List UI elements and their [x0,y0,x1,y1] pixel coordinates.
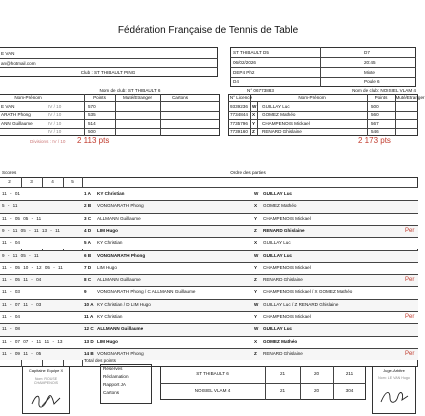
reserve-label: Réclamation [103,374,129,379]
summary-team: ST THIBAULT 6 [196,371,229,376]
game-scores: 11 - 03 [2,289,20,295]
right-player-points: 500 [371,103,379,109]
row-divider [0,128,220,129]
game-row [0,348,418,360]
game-scores: 11 - 04 [2,314,20,319]
left-player-points: 500 [88,129,96,134]
game-right-letter: X [254,338,258,344]
game-code: 12 C [84,326,94,332]
game-right-player: GOMEZ Mathéo [263,203,297,209]
reserve-label: Cartons [103,390,120,395]
scores-label: Scores [2,170,17,175]
row-divider [0,311,418,312]
game-code: 10 A [84,301,94,307]
game-left-player: VONGNARATH Phong [97,350,144,356]
left-header-line1: E VAN [1,51,15,56]
right-player-letter: X [252,112,256,117]
captain-signature [30,392,62,410]
game-code: 13 D [84,338,94,344]
right-player-licence: 7739160 [230,129,248,134]
division-level: D4 [233,79,239,84]
right-team-name: ST THIBAULT D5 [233,50,269,55]
game-right-player: CHAMPENOIS Mickael / X GOMEZ Mathéo [263,289,353,295]
row-divider [0,348,418,349]
game-left-player: KY Christian / D LIM Hugo [97,301,151,307]
right-player-points: 546 [371,129,379,134]
game-right-letter: Y [254,264,258,270]
game-scores: 11 - 07 07 - 11 11 - 13 [2,338,63,344]
game-right-player: CHAMPENOIS Mickael [263,264,311,270]
left-player-rank: IV / 10 [48,120,62,126]
captain-name: Nom: ROUSE CHAMPENOIS [33,377,59,386]
right-player-licence: 7734844 [230,112,248,117]
row-divider [0,274,418,275]
game-left-player: LIM Hugo [97,264,117,270]
row-divider [0,336,418,337]
game-right-letter: W [254,301,259,307]
game-left-player: VONGNARATH Phong [97,252,146,258]
division-name: DEP4 Ph2 [233,70,255,75]
document-title: Fédération Française de Tennis de Table [117,25,299,36]
game-right-player: GOMEZ Mathéo [263,338,298,344]
game-row [0,237,418,249]
game-right-player: GUILLAY Luc [263,240,291,246]
judge-name: Nom: LE VAN Hugo [378,376,410,380]
game-right-player: GUILLAY Luc [263,252,293,258]
left-header-line2: an@hotmail.com [1,61,36,66]
game-left-player: LIM Hugo [97,338,118,344]
game-scores: 11 - 05 11 - 04 [2,277,42,283]
row-divider [0,237,418,238]
summary-value-b: 20 [313,371,320,376]
game-left-player: KY Christian [97,240,123,246]
match-type: Mixte [364,70,375,75]
game-left-player: LIM Hugo [97,227,118,233]
game-code: 9 [84,289,87,295]
game-code: 1 A [84,191,91,196]
game-scores: 11 - 05 05 - 11 [2,215,42,221]
game-penalty-note: Per [405,277,415,284]
game-right-player: GUILLAY Luc [263,191,293,196]
game-scores: 11 - 01 [2,191,20,196]
total-points-label: Total des points [84,358,116,363]
game-right-player: RENARD Ghislaine [263,227,305,233]
left-player-name: ANN Guillaume [1,120,33,126]
set-col-4: 4 [51,179,54,184]
right-player-letter: W [252,103,257,109]
game-right-player: RENARD Ghislaine [263,350,303,356]
row-divider [0,200,418,201]
game-right-letter: Y [254,314,258,319]
game-penalty-note: Per [405,314,415,320]
game-code: 6 B [84,252,92,258]
game-left-player: ALLMANN Guillaume [97,326,144,332]
left-col-cartons: Cartons [171,95,189,100]
game-right-letter: X [254,203,258,209]
game-scores: 11 - 04 [2,240,20,246]
right-player-letter: Z [252,129,255,134]
right-player-name: GOMEZ Mathéo [262,112,296,117]
right-player-name: CHAMPENOIS Mickael [262,120,310,126]
left-col-name: Nom-Prénom [14,95,42,100]
game-scores: 11 - 07 11 - 03 [2,301,42,307]
game-right-player: CHAMPENOIS Mickael [263,314,311,319]
game-scores: 5 - 11 [2,203,18,209]
game-code: 14 B [84,350,94,356]
left-player-name: E VAN [1,103,15,109]
game-scores: 9 - 11 05 - 11 [2,252,39,258]
row-divider [228,128,418,129]
left-player-rank: IV / 10 [48,129,62,134]
game-right-player: CHAMPENOIS Mickael [263,215,311,221]
left-player-points: 535 [88,112,96,117]
judge-label: Juge-Arbitre [383,368,405,373]
summary-value-a: 21 [279,388,286,393]
game-right-letter: Z [254,227,257,233]
game-code: 3 C [84,215,92,221]
game-left-player: VONGNARATH Phong [97,203,144,209]
row-divider [0,286,418,287]
right-player-licence: 7735796 [230,120,248,126]
game-row [0,323,418,335]
left-team-club-label: Nom de club: ST THIBAULT 6 [99,88,161,93]
game-row [0,213,418,225]
game-right-player: GUILLAY Luc / Z RENARD Ghislaine [263,301,339,307]
game-row [0,200,418,212]
row-divider [0,213,418,214]
set-col-2: 2 [8,179,11,184]
row-divider [0,250,418,251]
game-right-letter: Y [254,215,258,221]
game-right-player: RENARD Ghislaine [263,277,303,283]
game-row [0,311,418,323]
right-col-mute: Muté/Etranger [395,95,425,100]
game-scores: 11 - 08 [2,326,20,332]
summary-value-c: 304 [345,388,354,393]
game-row [0,274,418,286]
game-left-player: ALLMANN Guillaume [97,277,141,283]
right-total-points: 2 173 pts [358,136,391,145]
row-divider [0,225,418,226]
game-left-player: KY Christian [97,191,125,196]
left-player-points: 514 [88,120,96,126]
game-code: 2 B [84,203,92,209]
row-divider [0,262,418,263]
order-label: Ordre des parties [230,170,266,175]
game-row [0,188,418,200]
right-player-name: RENARD Ghislaine [262,129,302,134]
game-code: 4 D [84,227,92,233]
set-col-5: 5 [71,179,74,184]
game-row [0,250,418,262]
left-player-rank: IV / 10 [48,103,62,109]
game-left-player: ALLMANN Guillaume [97,215,141,221]
game-code: 8 C [84,277,92,283]
right-player-letter: Y [252,120,256,126]
game-right-letter: Y [254,289,258,295]
judge-signature [378,386,410,408]
left-player-points: 570 [88,103,96,109]
right-col-points: Points [374,95,388,100]
game-penalty-note: Per [405,350,415,357]
captain-label: Capitaine Equipe X [28,368,64,373]
game-left-player: KY Christian [97,314,123,319]
right-licence-header: N° 06773883 [247,88,274,93]
game-code: 11 A [84,314,94,319]
game-right-letter: W [254,252,259,258]
left-col-points: Points [93,95,106,100]
row-divider [228,111,418,112]
game-scores: 11 - 09 11 - 05 [2,350,42,356]
left-player-rank: IV / 10 [48,112,62,117]
right-player-points: 567 [371,120,379,126]
game-row [0,286,418,298]
game-right-letter: W [254,326,259,332]
summary-value-a: 21 [279,371,286,376]
match-date: 06/02/2026 [233,60,256,65]
right-player-points: 560 [371,112,379,117]
row-divider [0,323,418,324]
summary-team: NOISIEL VLAM 4 [194,388,231,393]
game-row [0,336,418,348]
row-divider [0,299,418,300]
right-team-club-label: Nom de club: NOISIEL VLAM 4 [352,88,416,93]
game-right-letter: X [254,240,258,246]
row-divider [228,119,418,120]
game-code: 5 A [84,240,91,246]
row-divider [0,111,220,112]
game-right-letter: Z [254,277,257,283]
match-time: 20:45 [364,60,376,65]
game-left-player: VONGNARATH Phong / C ALLMANN Guillaume [97,289,196,295]
game-code: 7 D [84,264,92,270]
game-penalty-note: Per [405,227,415,234]
game-scores: 11 - 05 10 - 12 05 - 11 [2,264,63,270]
left-player-name: ARATH Phong [1,112,31,117]
left-division-label: Divisions : IV / 10 [30,139,66,144]
right-col-licence: N° Licence [229,95,253,100]
summary-value-b: 20 [313,388,320,393]
game-right-letter: W [254,191,259,196]
summary-value-c: 211 [345,371,354,376]
right-player-name: GUILLAY Luc [262,103,290,109]
reserve-label: Réserves [103,366,123,371]
reserve-label: Rapport JA [103,382,126,387]
right-player-licence: 9339236 [230,103,248,109]
right-col-name: Nom-Prénom [298,95,326,100]
poule: Poule 6 [364,79,380,84]
left-col-mute: Muté/Etranger [122,95,153,100]
left-club-label: Club : ST THIBAULT PING [80,70,136,75]
game-row [0,299,418,311]
left-total-points: 2 113 pts [77,136,110,145]
row-divider [0,119,220,120]
set-col-3: 3 [30,179,33,184]
journee: D7 [364,50,370,55]
game-right-letter: Z [254,350,257,356]
game-scores: 9 - 11 05 - 11 13 - 11 [2,227,60,233]
game-row [0,225,418,237]
game-right-player: GUILLAY Luc [263,326,293,332]
